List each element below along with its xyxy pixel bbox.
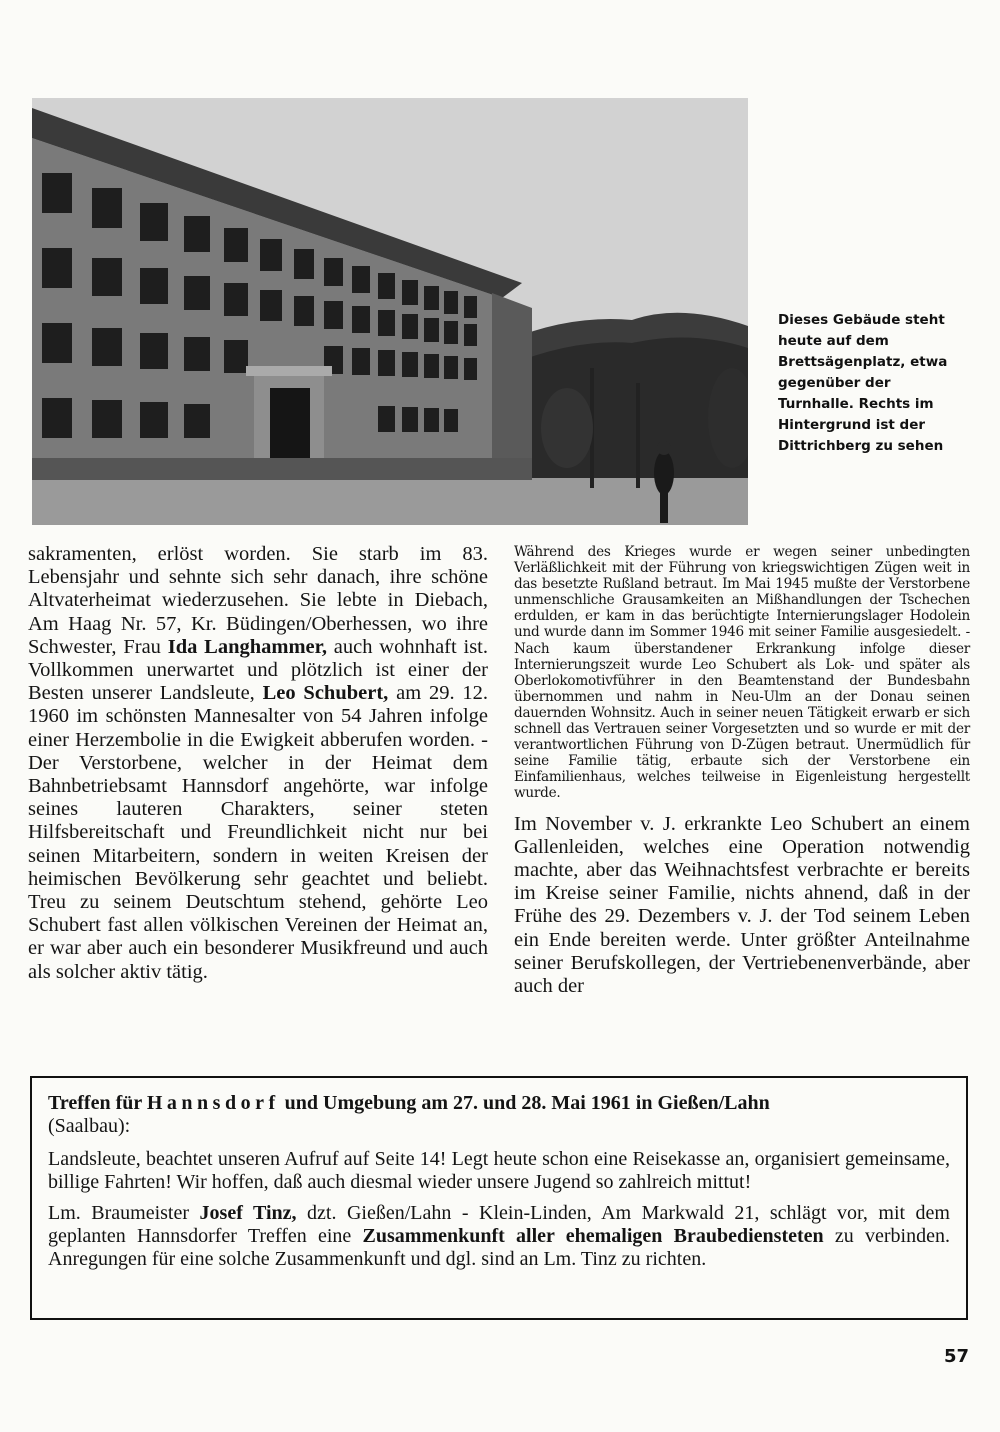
notice-heading-place: Hannsdorf — [146, 1092, 280, 1114]
right-column — [514, 544, 970, 998]
notice-p2-bold: Zusammenkunft aller ehemaligen Braubediensteten — [362, 1225, 824, 1247]
notice-heading-sub: (Saalbau): — [48, 1115, 131, 1137]
notice-heading — [48, 1092, 950, 1138]
meeting-notice-box — [30, 1076, 968, 1320]
right-small-paragraph: Während des Krieges wurde er wegen seiner unbedingten Verläßlichkeit mit der Führung von kriegswichtigen Zügen weit in das besetzte Rußland betraut. Im Mai 1945 mußte der Verstorbene unmenschliche Grausamkeiten an Mißhandlungen der Tschechen erdulden, er kam in das berüchtigte Internierungslager Hodolein und wurde dann im Sommer 1946 mit seiner Familie ausgesiedelt. - Nach kaum überstandener Erkrankung infolge dieser Internierungszeit wurde Leo Schubert als Lok- und später als Oberlokomotivführer in den Beamtenstand der Bundesbahn übernommen und nahm in Neu-Ulm an der Donau seinen dauernden Wohnsitz. Auch in seiner neuen Tätigkeit erwarb er sich schnell das Vertrauen seiner Vorgesetzten und so wurde er mit der verantwortlichen Führung von D-Zügen betraut. Unermüdlich für seine Familie tätig, erbaute sich der Verstorbene ein Einfamilienhaus, welches teilweise in Eigenleistung hergestellt wurde. — [514, 544, 970, 802]
photo-caption-text: Dieses Gebäude steht heute auf dem Brettsägenplatz, etwa gegenüber der Turnhalle. Rechts im Hintergrund ist der Dittrichberg zu sehen — [778, 312, 948, 454]
photo-caption — [778, 310, 968, 457]
notice-p2-post: zu verbinden. Anregungen für eine solche Zusammenkunft und dgl. sind an Lm. Tinz zu richten. — [48, 1225, 950, 1270]
notice-p2-pre: Lm. Braumeister — [48, 1202, 200, 1224]
building-photo-illustration — [32, 98, 748, 525]
left-column-paragraph — [28, 543, 488, 984]
left-text-part2: auch wohnhaft ist. Vollkommen unerwartet und plötzlich ist einer der Besten unserer Landsleute, — [28, 635, 488, 705]
building-photo — [32, 98, 748, 525]
notice-paragraph-1: Landsleute, beachtet unseren Aufruf auf Seite 14! Legt heute schon eine Reisekasse an, organisiert gemeinsame, billige Fahrten! Wir hoffen, daß auch diesmal wieder unsere Jugend so zahlreich mittut! — [48, 1148, 950, 1193]
name-ida-langhammer: Ida Langhammer, — [167, 635, 327, 658]
notice-paragraph-2 — [48, 1202, 950, 1271]
page-number: 57 — [944, 1346, 970, 1367]
notice-heading-pre: Treffen für — [48, 1092, 147, 1114]
left-text-part3: am 29. 12. 1960 im schönsten Mannesalter von 54 Jahren infolge einer Herzembolie in die Ewigkeit abberufen worden. - Der Verstorbene, welcher in der Heimat dem Bahnbetriebsamt Hannsdorf angehörte, war infolge seines lauteren Charakters, seiner steten Hilfsbereitschaft und Freundlichkeit nicht nur bei seinen Mitarbeitern, sondern in weiten Kreisen der heimischen Bevölkerung sehr geachtet und beliebt. Treu zu seinem Deutschtum stehend, gehörte Leo Schubert fast allen völkischen Vereinen der Heimat an, er war aber auch ein besonderer Musikfreund und auch als solcher aktiv tätig. — [28, 682, 489, 983]
left-text-part1: sakramenten, erlöst worden. Sie starb im 83. Lebensjahr und sehnte sich sehr danach, ihre schöne Altvaterheimat wiederzusehen. Sie lebte in Diebach, Am Haag Nr. 57, Kr. Büdingen/Oberhessen, wo ihre Schwester, Frau — [28, 543, 488, 658]
left-column — [28, 543, 488, 984]
name-josef-tinz: Josef Tinz, — [199, 1202, 297, 1224]
notice-p2-mid: dzt. Gießen/Lahn - Klein-Linden, Am Markwald 21, schlägt vor, mit dem geplanten Hannsdorfer Treffen eine — [48, 1202, 950, 1247]
notice-heading-post: und Umgebung am 27. und 28. Mai 1961 in Gießen/Lahn — [279, 1092, 770, 1114]
name-leo-schubert: Leo Schubert, — [262, 682, 389, 705]
right-large-paragraph: Im November v. J. erkrankte Leo Schubert an einem Gallenleiden, welches eine Operation notwendig machte, aber das Weihnachtsfest verbrachte er bereits im Kreise seiner Familie, nichts ahnend, daß in der Frühe des 29. Dezembers v. J. der Tod seinem Leben ein Ende bereiten werde. Unter größter Anteilnahme seiner Berufskollegen, der Vertriebenenverbände, aber auch der — [514, 812, 970, 997]
